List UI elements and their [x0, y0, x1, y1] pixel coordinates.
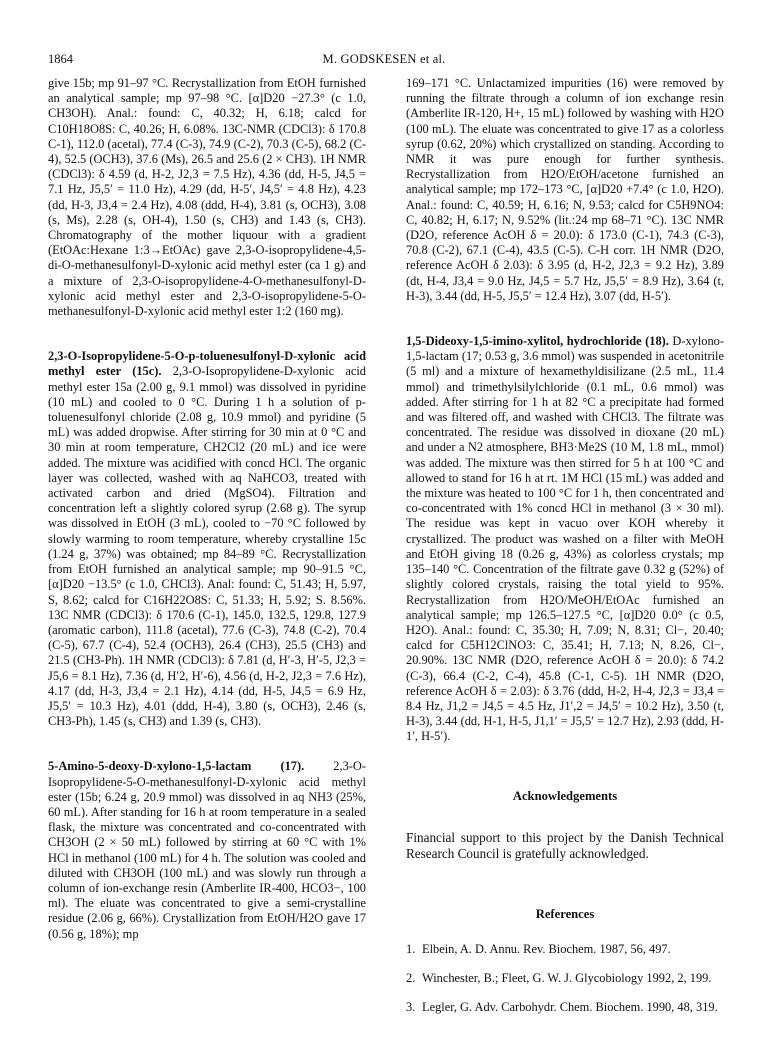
paragraph-17 [48, 759, 366, 941]
paragraph-15b-data: give 15b; mp 91–97 °C. Recrystallization from EtOH furnished an analytical sample; mp 97–98 °C. [α]D20 −27.3° (c 1.0, CH3OH). Anal.: found: C, 40.32; H, 6.18; calcd for C10H18O8S: C, 40.26; H, 6.08%. 13C-NMR (CDCl3): δ 170.8 C-1), 112.0 (acetal), 77.4 (C-3), 74.9 (C-2), 70.3 (C-5), 68.2 (C-4), 52.5 (OCH3), 37.6 (Ms), 26.5 and 25.6 (2 × CH3). 1H NMR (CDCl3): δ 4.59 (d, H-2, J2,3 = 7.5 Hz), 4.36 (dd, H-5, J4,5 = 7.1 Hz, J5,5′ = 11.0 Hz), 4.29 (dd, H-5′, J4,5′ = 4.8 Hz), 4.23 (dd, H-3, J3,4 = 2.4 Hz), 4.08 (ddd, H-4), 3.81 (s, OCH3), 3.08 (s, Ms), 2.28 (s, OH-4), 1.50 (s, CH3) and 1.43 (s, CH3). Chromatography of the mother liquour with a gradient (EtOAc:Hexane 1:3→EtOAc) gave 2,3-O-isopropylidene-4,5-di-O-methanesulfonyl-D-xylonic acid methyl ester (ca 1 g) and a mixture of 2,3-O-isopropylidene-4-O-methanesulfonyl-D-xylonic acid methyl ester and 2,3-O-isopropylidene-5-O-methanesulfonyl-D-xylonic acid methyl ester 1:2 (160 mg). [48, 76, 366, 319]
reference-text: Elbein, A. D. Annu. Rev. Biochem. 1987, 56, 497. [422, 941, 671, 956]
acknowledgements-text: Financial support to this project by the Danish Technical Research Council is gratefully acknowledged. [406, 829, 724, 862]
paragraph-18 [406, 334, 724, 744]
reference-number: 3. [406, 999, 416, 1014]
page-number: 1864 [48, 52, 73, 66]
acknowledgements-heading: Acknowledgements [512, 788, 618, 803]
references-list [406, 942, 724, 1015]
reference-text: Legler, G. Adv. Carbohydr. Chem. Biochem. 1990, 48, 319. [422, 999, 718, 1014]
paragraph-17-continued: 169–171 °C. Unlactamized impurities (16) were removed by running the filtrate through a column of ion exchange resin (Amberlite IR-120, H+, 15 mL) followed by washing with H2O (100 mL). The eluate was concentrated to give 17 as a colorless syrup (0.62, 20%) which crystallized on standing. According to NMR it was pure enough for further synthesis. Recrystallization from H2O/EtOH/acetone furnished an analytical sample; mp 172–173 °C, [α]D20 +7.4° (c 1.0, H2O). Anal.: found: C, 40.59; H, 6.16; N, 9.53; calcd for C5H9NO4: C, 40.82; H, 6.17; N, 9.52% (lit.:24 mp 68–71 °C). 13C NMR (D2O, reference AcOH δ = 20.0): δ 173.0 (C-1), 74.3 (C-3), 70.8 (C-2), 67.1 (C-4), 43.5 (C-5). C-H corr. 1H NMR (D2O, reference AcOH δ 2.03): δ 3.95 (d, H-2, J2,3 = 9.2 Hz), 3.89 (dt, H-4, J3,4 = 9.0 Hz, J4,5 = 5.7 Hz, J5,5′ = 8.9 Hz), 3.64 (t, H-3), 3.44 (dd, H-5, J5,5′ = 12.4 Hz), 3.07 (dd, H-5′). [406, 76, 724, 303]
reference-number: 1. [406, 941, 416, 956]
reference-item [406, 1000, 724, 1015]
compound-heading-17: 5-Amino-5-deoxy-D-xylono-1,5-lactam (17). [48, 759, 305, 774]
reference-text: Winchester, B.; Fleet, G. W. J. Glycobiology 1992, 2, 199. [422, 970, 712, 985]
paragraph-15c-body: 2,3-O-Isopropylidene-D-xylonic acid methyl ester 15a (2.00 g, 9.1 mmol) was dissolved in pyridine (10 mL) and cooled to 0 °C. During 1 h a solution of p-toluenesulfonyl chloride (2.08 g, 10.9 mmol) and pyridine (5 mL) was added dropwise. After stirring for 30 min at 0 °C and 30 min at room temperature, CH2Cl2 (20 mL) and ice were added. The mixture was acidified with concd HCl. The organic layer was collected, washed with aq NaHCO3, treated with activated carbon and dried (MgSO4). Filtration and concentration left a slightly colored syrup (2.68 g). The syrup was dissolved in EtOH (3 mL), cooled to −70 °C followed by slowly warming to room temperature, whereby crystalline 15c (1.24 g, 37%) was obtained; mp 84–89 °C. Recrystallization from EtOH furnished an analytical sample; mp 90–91.5 °C, [α]D20 −13.5° (c 1.0, CHCl3). Anal: found: C, 51.43; H, 5.97, S, 8.62; calcd for C16H22O8S: C, 51.33; H, 5.92; S. 8.56%. 13C NMR (CDCl3): δ 170.6 (C-1), 145.0, 132.5, 129.8, 127.9 (aromatic carbon), 111.8 (acetal), 77.6 (C-3), 74.8 (C-2), 70.4 (C-5), 67.7 (C-4), 52.4 (OCH3), 26.4 (CH3), 25.5 (CH3) and 21.5 (CH3-Ph). 1H NMR (CDCl3): δ 7.81 (d, H′-3, H′-5, J2,3 = J5,6 = 8.1 Hz), 7.36 (d, H′2, H′-6), 4.56 (d, H-2, J2,3 = 7.6 Hz), 4.17 (dd, H-3, J3,4 = 2.1 Hz), 4.14 (dd, H-5, J4,5 = 6.9 Hz, J5,5′ = 10.3 Hz), 4.01 (ddd, H-4), 3.80 (s, OCH3), 2.46 (s, CH3-Ph), 1.45 (s, CH3) and 1.39 (s, CH3). [48, 364, 367, 729]
reference-number: 2. [406, 970, 416, 985]
paragraph-17-body: 2,3-O-Isopropylidene-5-O-methanesulfonyl-D-xylonic acid methyl ester (15b; 6.24 g, 20.9 mmol) was dissolved in aq NH3 (25%, 60 mL). After standing for 16 h at room temperature in a sealed flask, the mixture was concentrated and co-concentrated with CH3OH (2 × 50 mL) followed by stirring at 60 °C with 1% HCl in methanol (100 mL) for 4 h. The solution was cooled and diluted with CH3OH (100 mL) and was slowly run through a column of ion-exchange resin (Amberlite IR-400, HCO3−, 100 ml). The eluate was concentrated to give a semi-crystalline residue (2.06 g, 66%). Crystallization from EtOH/H2O gave 17 (0.56 g, 18%); mp [48, 759, 366, 941]
right-column [406, 76, 724, 1029]
left-column [48, 76, 366, 942]
reference-item [406, 942, 724, 957]
compound-heading-18: 1,5-Dideoxy-1,5-imino-xylitol, hydrochloride (18). [406, 334, 669, 349]
paragraph-15c [48, 349, 366, 729]
running-head [48, 52, 720, 68]
reference-item [406, 971, 724, 986]
running-title: M. GODSKESEN et al. [322, 52, 446, 66]
compound-heading-15c: 2,3-O-Isopropylidene-5-O-p-toluenesulfonyl-D-xylonic acid methyl ester (15c). [48, 349, 366, 379]
references-heading: References [535, 906, 595, 921]
paragraph-18-body: D-xylono-1,5-lactam (17; 0.53 g, 3.6 mmol) was suspended in acetonitrile (5 ml) and a mixture of hexamethyldisilizane (2.5 mL, 11.4 mmol) and trimethylsilylchloride (0.1 mL, 0.6 mmol) was added. After stirring for 1 h at 82 °C a precipitate had formed and was filtered off, and washed with CHCl3. The filtrate was concentrated. The residue was dissolved in dioxane (20 mL) and under a N2 atmosphere, BH3·Me2S (10 M, 1.8 mL, mmol) was added. The mixture was then stirred for 5 h at 100 °C and allowed to stand for 16 h at rt. 1M HCl (15 mL) was added and the mixture was heated to 100 °C for 1 h, then concentrated and co-concentrated with 1% concd HCl in methanol (3 × 30 ml). The residue was kept in vacuo over KOH whereby it crystallized. The product was washed on a filter with MeOH and EtOH giving 18 (0.26 g, 43%) as colorless crystals; mp 135–140 °C. Concentration of the filtrate gave 0.32 g (52%) of slightly colored crystals, raising the total yield to 95%. Recrystallization from H2O/MeOH/EtOAc furnished an analytical sample; mp 126.5–127.5 °C, [α]D20 0.0° (c 0.5, H2O). Anal.: found: C, 35.30; H, 7.09; N, 8.31; Cl−, 20.40; calcd for C5H12ClNO3: C, 35.41; H, 7.13; N, 8.26, Cl−, 20.90%. 13C NMR (D2O, reference AcOH δ = 20.0): δ 74.2 (C-3), 66.4 (C-2, C-4), 45.8 (C-1, C-5). 1H NMR (D2O, reference AcOH δ = 2.03): δ 3.76 (ddd, H-2, H-4, J2,3 = J3,4 = 8.4 Hz, J1,2 = J4,5 = 4.5 Hz, J1′,2 = J4,5′ = 10.2 Hz), 3.50 (t, H-3), 3.44 (dd, H-1, H-5, J1,1′ = J5,5′ = 12.7 Hz), 2.93 (ddd, H-1′, H-5′). [406, 334, 724, 744]
